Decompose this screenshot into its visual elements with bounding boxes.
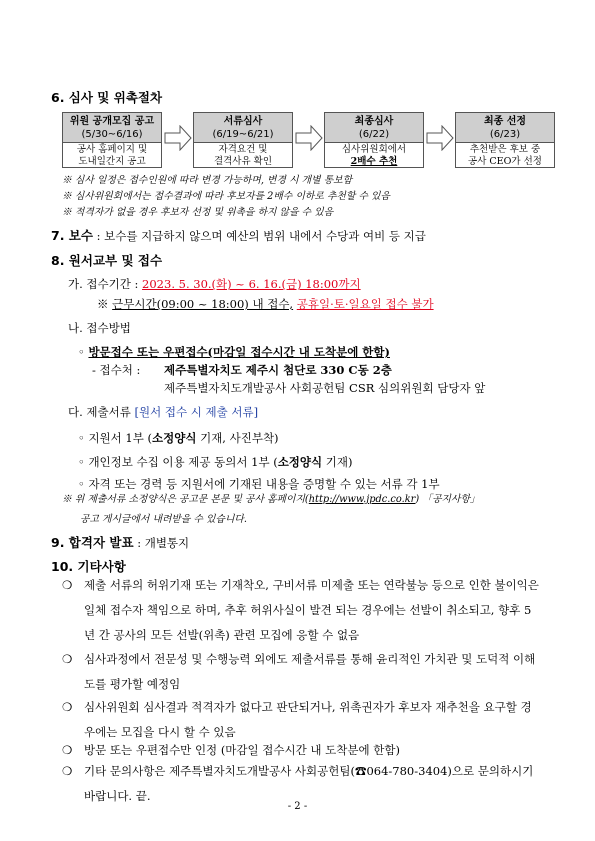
- address-line1: 제주특별자치도 제주시 첨단로 330 C동 2층: [164, 363, 392, 377]
- step-date: (6/19~6/21): [212, 129, 274, 140]
- method-bullet: ◦: [78, 345, 85, 359]
- step-desc-line1: 심사위원회에서: [341, 144, 407, 155]
- circle-bullet-icon: ❍: [62, 764, 73, 778]
- list-item: [62, 647, 542, 697]
- download-note-text: ) 「공지사항」: [415, 494, 480, 505]
- step-desc-line1: 추천받은 후보 중: [469, 144, 541, 155]
- section-7-text: : 보수를 지급하지 않으며 예산의 범위 내에서 수당과 여비 등 지급: [96, 229, 426, 243]
- doc-text: ◦ 자격 또는 경력 등 지원서에 기재된 내용을 증명할 수 있는 서류 각 1부: [78, 477, 440, 491]
- period-label: 가. 접수기간 :: [68, 277, 139, 291]
- method-text: 방문접수 또는 우편접수(마감일 접수시간 내 도착분에 한함): [88, 345, 390, 359]
- step-box-3: [324, 112, 424, 168]
- doc-text: 기재, 사진부착): [196, 431, 279, 445]
- arrow-right-icon: [295, 125, 323, 151]
- circle-bullet-icon: ❍: [62, 700, 73, 714]
- doc-text: ◦ 개인정보 수집 이용 제공 동의서 1부 (: [78, 455, 278, 469]
- doc-item: [78, 476, 440, 492]
- step-date: (6/22): [358, 129, 390, 140]
- circle-bullet-icon: ❍: [62, 652, 73, 666]
- schedule-note: ※ 심사 일정은 접수인원에 따라 변경 가능하며, 변경 시 개별 통보함: [62, 175, 353, 186]
- section-6-heading: 6. 심사 및 위촉절차: [51, 90, 163, 105]
- section-7-heading: 7. 보수: [51, 228, 93, 243]
- period-note-mark: ※: [97, 297, 109, 311]
- step-desc-line2: 공사 CEO가 선정: [468, 155, 542, 167]
- step-desc-line2: 2배수 추천: [350, 155, 398, 167]
- doc-item: [78, 454, 353, 470]
- doc-bold: 소정양식: [277, 455, 323, 469]
- step-box-4: [455, 112, 555, 168]
- arrow-right-icon: [164, 125, 192, 151]
- homepage-link[interactable]: http://www.jpdc.co.kr: [308, 494, 416, 505]
- period-value: 2023. 5. 30.(화) ~ 6. 16.(금) 18:00까지: [142, 277, 361, 291]
- doc-item: [78, 430, 279, 446]
- step-desc-line2: 도내일간지 공고: [78, 155, 146, 167]
- period-row: [68, 276, 361, 292]
- method-row: [78, 344, 390, 360]
- arrow-right-icon: [426, 125, 454, 151]
- step-title: 서류심사: [223, 116, 263, 127]
- download-note-line2: 공고 게시글에서 내려받을 수 있습니다.: [80, 514, 247, 525]
- list-item-text: 기타 문의사항은 제주특별자치도개발공사 사회공헌팀(☎064-780-3404)으로 문의하시기 바랍니다. 끝.: [84, 764, 534, 803]
- period-note-holiday: 공휴일·토·일요일 접수 불가: [296, 297, 434, 311]
- period-note-hours: 근무시간(09:00 ~ 18:00) 내 접수,: [112, 297, 294, 311]
- step-desc-line2: 결격사유 확인: [213, 155, 273, 167]
- schedule-note: ※ 심사위원회에서는 접수결과에 따라 후보자를 2배수 이하로 추천할 수 있음: [62, 191, 390, 202]
- address-line2: 제주특별자치도개발공사 사회공헌팀 CSR 심의위원회 담당자 앞: [164, 381, 486, 395]
- section-9-text: : 개별통지: [137, 536, 190, 550]
- list-item-text: 제출 서류의 허위기재 또는 기재착오, 구비서류 미제출 또는 연락불능 등으로 인한 불이익은 일체 접수자 책임으로 하며, 추후 허위사실이 발견 되는 경우에는 선발이 취소되고, 향후 5년 간 공사의 모든 선발(위촉) 관련 모집에 응할 수 없음: [84, 578, 539, 642]
- section-9: [51, 533, 189, 551]
- download-note: [62, 491, 480, 505]
- step-title: 최종심사: [354, 116, 394, 127]
- step-desc-line1: 자격요건 및: [218, 144, 268, 155]
- doc-text: 기재): [322, 455, 353, 469]
- list-item-text: 방문 또는 우편접수만 인정 (마감일 접수시간 내 도착분에 한함): [84, 743, 400, 757]
- doc-bold: 소정양식: [152, 431, 197, 445]
- section-10-heading: 10. 기타사항: [51, 559, 126, 574]
- step-desc-line1: 공사 홈페이지 및: [76, 144, 148, 155]
- docs-label: 다. 제출서류: [68, 405, 131, 419]
- address-label: - 접수처 :: [92, 363, 141, 377]
- list-item: [62, 573, 542, 648]
- step-box-1: [62, 112, 162, 168]
- step-date: (5/30~6/16): [81, 129, 143, 140]
- step-title: 최종 선정: [483, 116, 527, 127]
- section-8-heading: 8. 원서교부 및 접수: [51, 253, 163, 268]
- download-note-text: ※ 위 제출서류 소정양식은 공고문 본문 및 공사 홈페이지(: [62, 494, 309, 505]
- step-date: (6/23): [489, 129, 521, 140]
- circle-bullet-icon: ❍: [62, 578, 73, 592]
- section-9-heading: 9. 합격자 발표: [51, 535, 134, 550]
- docs-row: [68, 404, 258, 420]
- list-item-text: 심사위원회 심사결과 적격자가 없다고 판단되거나, 위촉권자가 후보자 재추천을 요구할 경우에는 모집을 다시 할 수 있음: [84, 700, 532, 739]
- circle-bullet-icon: ❍: [62, 743, 73, 757]
- doc-text: ◦ 지원서 1부 (: [78, 431, 152, 445]
- period-note: [97, 296, 434, 312]
- step-title: 위원 공개모집 공고: [69, 116, 155, 127]
- docs-bracket: [원서 접수 시 제출 서류]: [134, 405, 259, 419]
- list-item-text: 심사과정에서 전문성 및 수행능력 외에도 제출서류를 통해 윤리적인 가치관 및 도덕적 이해도를 평가할 예정임: [84, 652, 536, 691]
- section-7: [51, 226, 426, 244]
- step-box-2: [193, 112, 293, 168]
- method-label: 나. 접수방법: [68, 321, 131, 335]
- page-number: - 2 -: [287, 801, 308, 812]
- schedule-note: ※ 적격자가 없을 경우 후보자 선정 및 위촉을 하지 않을 수 있음: [62, 207, 334, 218]
